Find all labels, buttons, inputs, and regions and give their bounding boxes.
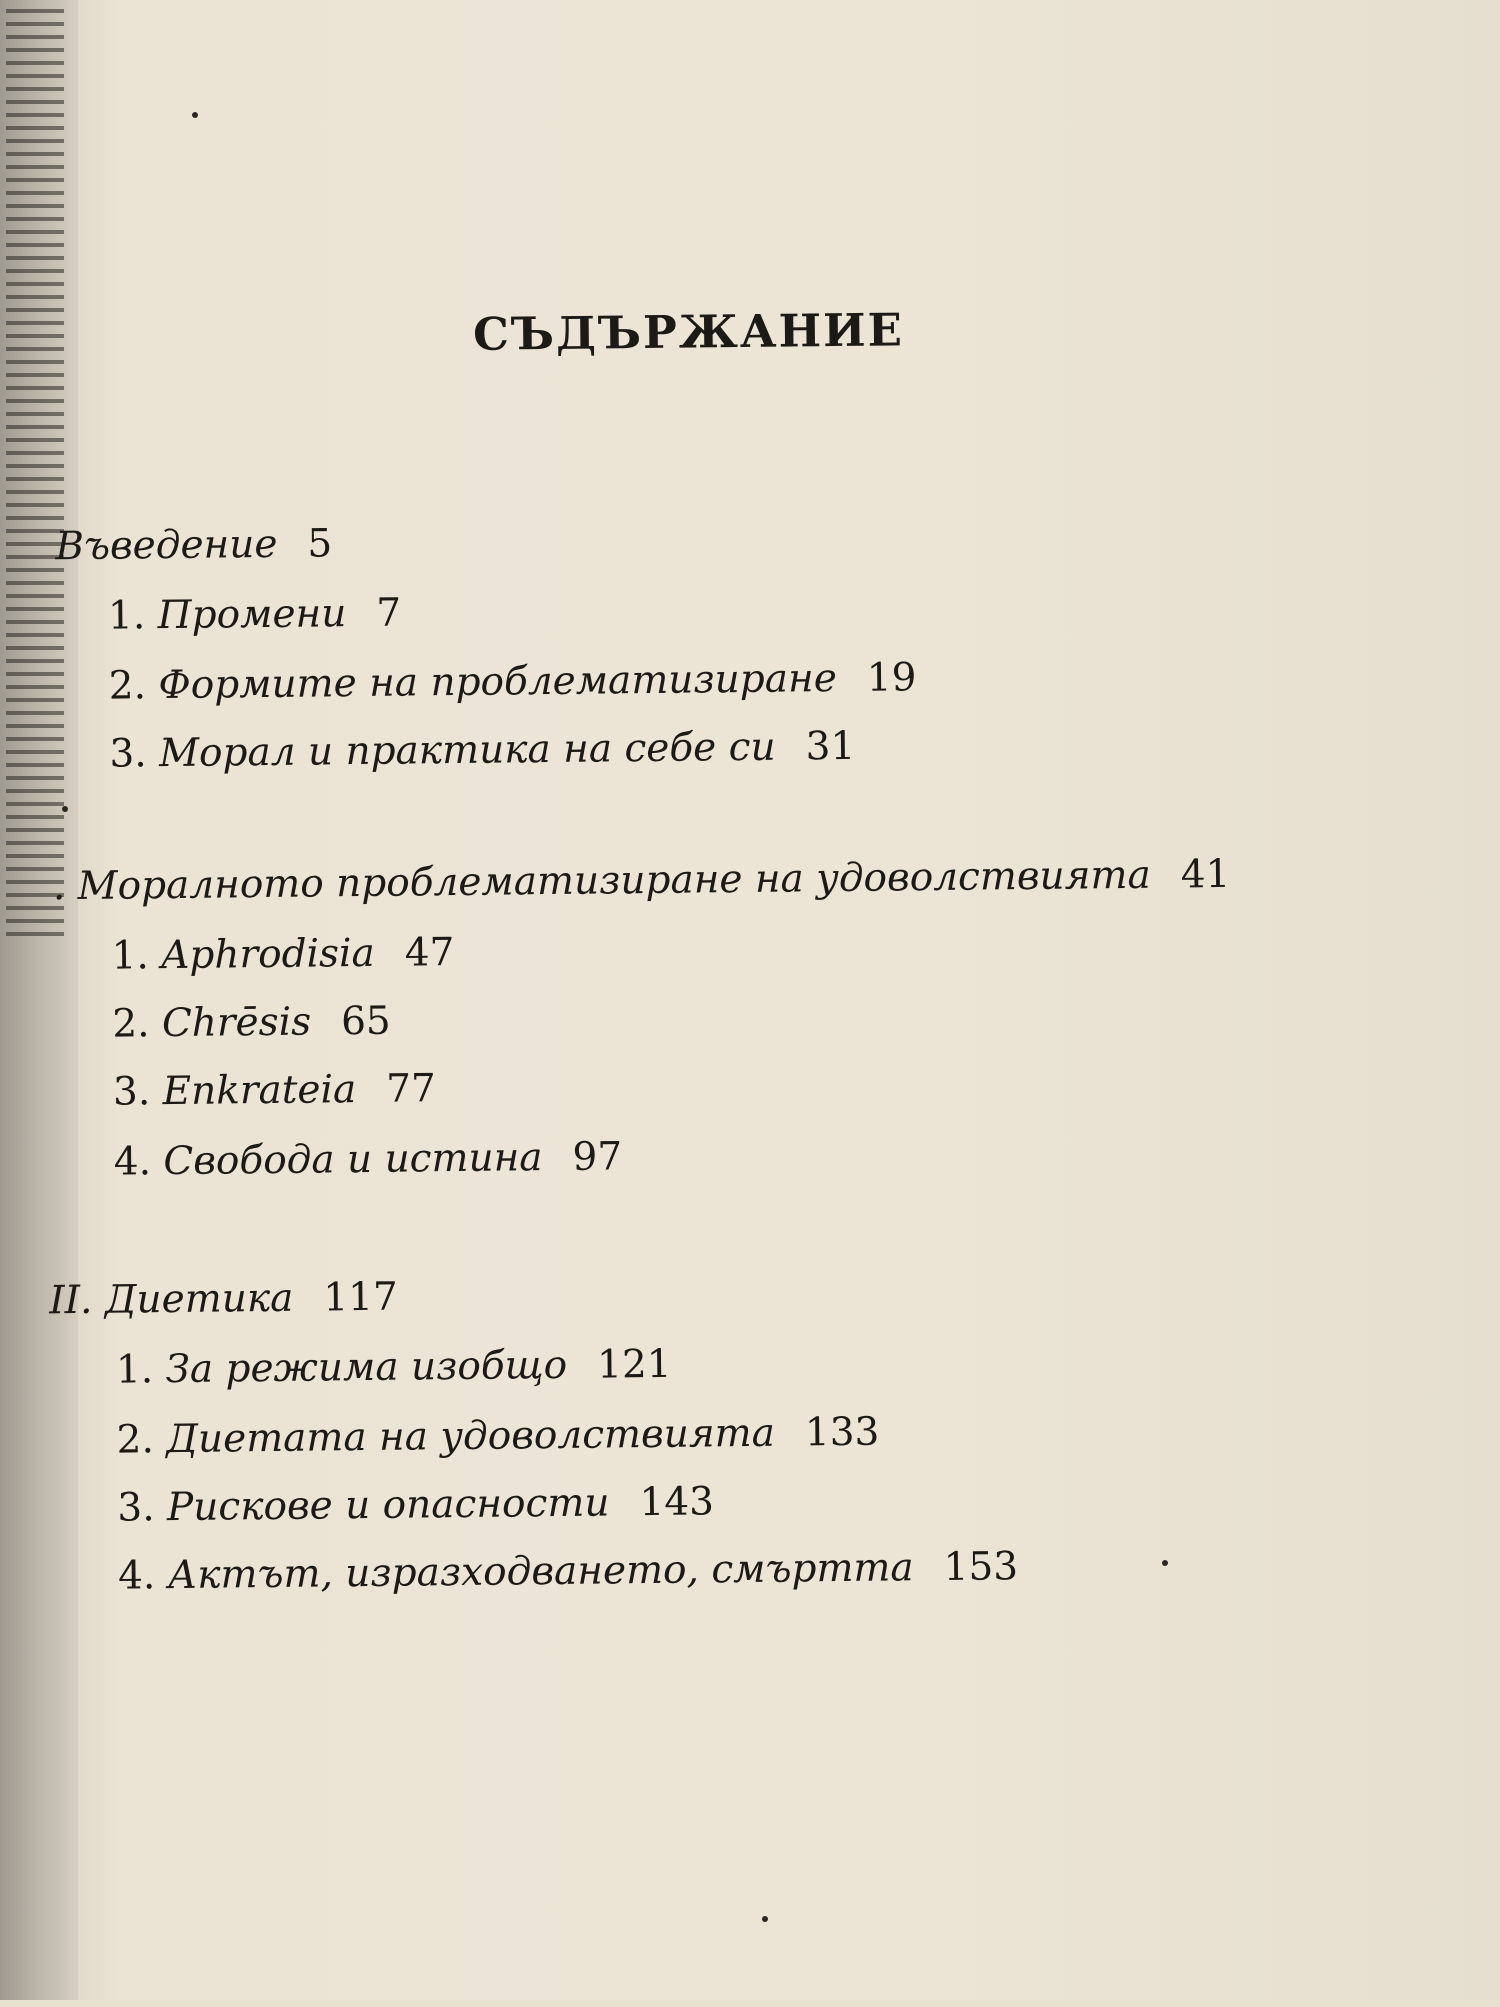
toc-item [108, 591, 402, 639]
toc-page-number: 65 [340, 998, 391, 1045]
toc-item [118, 1544, 1018, 1598]
toc-item [117, 1479, 714, 1530]
toc-item-label: Enkrateia [162, 1067, 357, 1115]
toc-item-number: 1. [111, 933, 150, 979]
toc-item-label: Aphrodisia [160, 930, 376, 979]
toc-item-number: 3. [112, 1069, 151, 1115]
toc-item-number: 2. [108, 663, 147, 709]
toc-page-number: 143 [639, 1479, 715, 1526]
toc-item [112, 999, 391, 1047]
paper-speck [62, 806, 68, 812]
toc-item-number: 2. [116, 1417, 155, 1463]
toc-item-number: 1. [107, 593, 146, 639]
toc-item-number: 4. [117, 1553, 156, 1599]
page-title: СЪДЪРЖАНИЕ [472, 303, 905, 361]
toc-page-number: 5 [307, 521, 333, 567]
toc-section [55, 521, 332, 569]
toc-item-label: Формите на проблематизиране [158, 656, 838, 709]
toc-page-number: 19 [866, 655, 917, 701]
toc-item-number: 3. [117, 1485, 155, 1531]
toc-page-number: 97 [572, 1134, 623, 1180]
toc-section [49, 1275, 398, 1324]
toc-page-number: 133 [804, 1409, 880, 1456]
toc-item-number: 3. [109, 731, 147, 777]
paper-speck [192, 112, 198, 118]
toc-section-label: Въведение [55, 521, 278, 570]
toc-page-number: 41 [1180, 851, 1231, 898]
toc-item [109, 724, 855, 777]
paper-speck [762, 1916, 768, 1922]
toc-item-label: Chrēsis [161, 999, 312, 1047]
toc-item-number: 1. [115, 1347, 154, 1393]
toc-page-number: 153 [943, 1544, 1019, 1590]
toc-item [116, 1342, 672, 1393]
toc-item-label: Промени [157, 591, 347, 639]
toc-page-number: 47 [404, 930, 455, 976]
toc-page-number: 77 [385, 1066, 437, 1112]
paper-speck [1162, 1560, 1168, 1566]
toc-item-label: Морал и практика на себе си [158, 724, 776, 777]
toc-section-label: . Моралното проблематизиране на удоволствията [52, 852, 1151, 910]
toc-item-label: Диетата на удоволствията [166, 1410, 776, 1463]
toc-item-label: За режима изобщо [165, 1342, 568, 1393]
toc-item [111, 930, 454, 979]
toc-page-number: 31 [805, 723, 856, 770]
toc-page-number: 121 [596, 1341, 672, 1388]
toc-item [109, 655, 917, 708]
toc-item-label: Актът, изразходването, смъртта [167, 1545, 914, 1599]
toc-item-label: Свобода и истина [163, 1135, 543, 1185]
toc-item [114, 1134, 623, 1184]
toc-page-number: 117 [323, 1274, 399, 1321]
toc-item [113, 1066, 436, 1114]
toc-section [53, 852, 1231, 909]
toc-item-number: 2. [112, 1001, 150, 1047]
toc-item [116, 1410, 879, 1463]
toc-item-number: 4. [113, 1139, 152, 1185]
toc-item-label: Рискове и опасности [166, 1480, 610, 1531]
toc-section-label: II. Диетика [48, 1275, 294, 1324]
toc-page-number: 7 [376, 590, 402, 636]
